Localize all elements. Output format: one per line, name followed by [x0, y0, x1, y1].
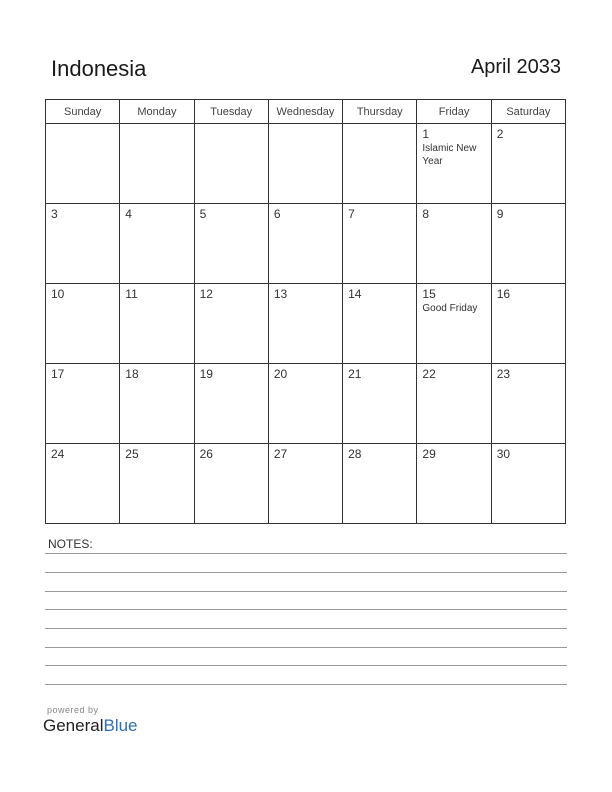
- day-number: 24: [51, 447, 65, 461]
- note-line: [45, 591, 567, 592]
- day-number: 2: [496, 127, 504, 141]
- week-row: [46, 364, 566, 444]
- day-cell: [46, 284, 120, 364]
- day-cell: [46, 204, 120, 284]
- weekday-header: Thursday: [343, 100, 417, 124]
- day-cell: [343, 204, 417, 284]
- week-row: [46, 204, 566, 284]
- day-number: 16: [496, 287, 511, 301]
- day-number: 23: [496, 367, 511, 381]
- day-number: 28: [348, 447, 362, 461]
- day-number: 12: [199, 287, 213, 301]
- day-number: 1: [422, 127, 430, 141]
- weekday-header: Saturday: [491, 100, 565, 124]
- day-number: 9: [496, 207, 504, 221]
- day-cell: [343, 364, 417, 444]
- day-cell: [120, 364, 194, 444]
- day-cell: [268, 284, 342, 364]
- day-number: 26: [199, 447, 213, 461]
- week-row: [46, 124, 566, 204]
- week-row: [46, 284, 566, 364]
- day-number: 10: [51, 287, 65, 301]
- day-cell: [343, 444, 417, 524]
- brand-general: General: [43, 716, 104, 735]
- day-number: 22: [422, 367, 436, 381]
- day-number: 18: [125, 367, 139, 381]
- day-number: 4: [125, 207, 132, 221]
- day-number: 11: [125, 287, 138, 301]
- day-cell: [268, 444, 342, 524]
- note-line: [45, 684, 567, 685]
- day-number: 5: [199, 207, 207, 221]
- note-line: [45, 572, 567, 573]
- powered-by-text: powered by: [47, 705, 99, 715]
- day-cell: [343, 284, 417, 364]
- day-number: 15: [422, 287, 436, 301]
- week-row: [46, 444, 566, 524]
- note-line: [45, 553, 567, 554]
- calendar-grid: [45, 99, 566, 524]
- day-cell: [120, 124, 194, 204]
- day-cell: [417, 284, 491, 364]
- day-cell: [194, 284, 268, 364]
- day-cell: [491, 204, 565, 284]
- weekday-header: Monday: [120, 100, 194, 124]
- day-number: 8: [422, 207, 430, 221]
- day-cell: [194, 124, 268, 204]
- day-cell: [194, 444, 268, 524]
- day-number: 21: [348, 367, 362, 381]
- day-cell: [120, 284, 194, 364]
- day-cell: [417, 204, 491, 284]
- weekday-header: Sunday: [46, 100, 120, 124]
- day-number: 13: [273, 287, 288, 301]
- note-line: [45, 647, 567, 648]
- day-number: 30: [496, 447, 511, 461]
- day-number: 3: [51, 207, 58, 221]
- day-cell: [491, 444, 565, 524]
- day-cell: [491, 284, 565, 364]
- day-cell: [417, 124, 491, 204]
- day-cell: [491, 364, 565, 444]
- day-cell: [417, 444, 491, 524]
- day-cell: [194, 204, 268, 284]
- holiday-label: Islamic New Year: [422, 143, 477, 167]
- weekday-header: Tuesday: [194, 100, 268, 124]
- day-cell: [46, 444, 120, 524]
- day-cell: [491, 124, 565, 204]
- note-line: [45, 609, 567, 610]
- day-cell: [268, 364, 342, 444]
- day-cell: [343, 124, 417, 204]
- note-line: [45, 665, 567, 666]
- brand-blue: Blue: [103, 716, 138, 735]
- note-line: [45, 628, 567, 629]
- day-cell: [46, 364, 120, 444]
- day-cell: [194, 364, 268, 444]
- day-cell: [120, 204, 194, 284]
- notes-label: NOTES:: [48, 537, 93, 551]
- day-cell: [417, 364, 491, 444]
- holiday-label: Good Friday: [422, 303, 478, 314]
- day-cell: [120, 444, 194, 524]
- day-number: 27: [273, 447, 288, 461]
- day-number: 29: [422, 447, 436, 461]
- day-number: 19: [199, 367, 213, 381]
- day-number: 25: [125, 447, 139, 461]
- weekday-header-row: [46, 100, 566, 124]
- day-cell: [268, 204, 342, 284]
- brand-logo: [43, 716, 138, 736]
- day-cell: [46, 124, 120, 204]
- country-title: Indonesia: [51, 56, 147, 81]
- day-cell: [268, 124, 342, 204]
- weekday-header: Wednesday: [268, 100, 342, 124]
- day-number: 20: [273, 367, 288, 381]
- weekday-header: Friday: [417, 100, 491, 124]
- day-number: 14: [348, 287, 362, 301]
- day-number: 6: [273, 207, 281, 221]
- day-number: 7: [348, 207, 355, 221]
- month-year-title: April 2033: [470, 56, 561, 78]
- day-number: 17: [51, 367, 65, 381]
